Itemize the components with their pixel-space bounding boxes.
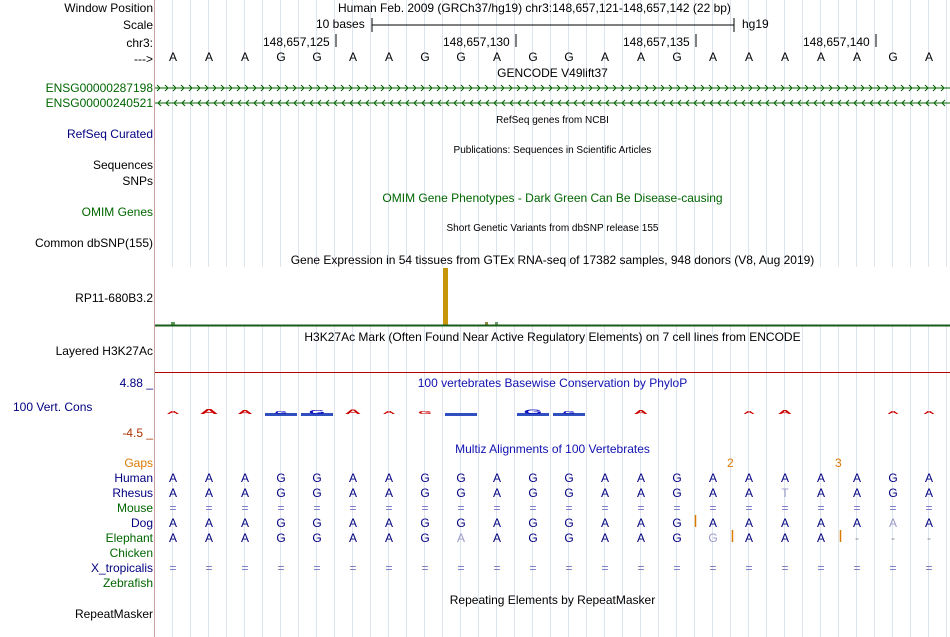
alignment-base: - xyxy=(891,531,895,545)
cons-letter: G xyxy=(418,409,432,416)
alignment-base: A xyxy=(816,531,825,545)
alignment-base: A xyxy=(168,471,177,485)
alignment-base: = xyxy=(421,561,429,575)
alignment-base: G xyxy=(420,531,430,545)
alignment-base: A xyxy=(852,486,861,500)
alignment-base: = xyxy=(673,501,681,515)
alignment-base: A xyxy=(204,471,213,485)
scale-text: 10 bases xyxy=(316,17,365,31)
alignment-base: A xyxy=(456,531,465,545)
cons-max: 4.88 _ xyxy=(119,376,153,390)
sequence-base: A xyxy=(168,50,177,64)
gene-label-2[interactable]: ENSG00000240521 xyxy=(45,96,153,110)
alignment-base: G xyxy=(528,531,538,545)
alignment-base: A xyxy=(492,516,501,530)
alignment-base: A xyxy=(852,516,861,530)
alignment-base: G xyxy=(564,486,574,500)
alignment-base: A xyxy=(924,471,933,485)
refseq-label[interactable]: RefSeq Curated xyxy=(66,127,153,141)
sequence-base: G xyxy=(312,50,322,64)
alignment-base: G xyxy=(312,471,322,485)
gtex-plot-area xyxy=(155,267,950,326)
alignment-base: = xyxy=(637,561,645,575)
alignment-base: = xyxy=(313,501,321,515)
alignment-base: G xyxy=(420,516,430,530)
omim-label[interactable]: OMIM Genes xyxy=(81,205,153,219)
sequence-base: A xyxy=(636,50,645,64)
alignment-base: = xyxy=(349,561,357,575)
alignment-base: A xyxy=(816,486,825,500)
alignment-base: = xyxy=(385,561,393,575)
alignment-base: G xyxy=(312,531,322,545)
h3k27ac-signal[interactable] xyxy=(155,371,950,374)
sequence-base: A xyxy=(240,50,249,64)
alignment-base: - xyxy=(855,531,859,545)
alignment-base: A xyxy=(492,531,501,545)
alignment-base: = xyxy=(925,561,933,575)
alignment-base: A xyxy=(168,486,177,500)
alignment-base: T xyxy=(781,486,789,500)
alignment-base: = xyxy=(817,501,825,515)
coord-2: 148,657,130 xyxy=(443,35,510,49)
gaps-label: Gaps xyxy=(124,456,153,470)
alignment-base: A xyxy=(204,516,213,530)
alignment-base: G xyxy=(456,486,466,500)
alignment-base: A xyxy=(492,471,501,485)
cons-letter: A xyxy=(344,408,362,416)
alignment-base: A xyxy=(636,486,645,500)
coord-1: 148,657,125 xyxy=(263,35,330,49)
alignment-base: = xyxy=(241,501,249,515)
alignment-base: = xyxy=(781,501,789,515)
alignment-base: A xyxy=(744,471,753,485)
sequence-base: A xyxy=(744,50,753,64)
cons-letter: A xyxy=(743,410,755,416)
alignment-base: A xyxy=(744,531,753,545)
alignment-base: A xyxy=(168,516,177,530)
alignment-base: A xyxy=(816,516,825,530)
cons-letter: A xyxy=(237,409,253,416)
chr-label: chr3: xyxy=(126,36,153,50)
alignment-base: G xyxy=(276,471,286,485)
alignment-base: A xyxy=(240,486,249,500)
alignment-base: = xyxy=(889,501,897,515)
alignment-base: G xyxy=(276,531,286,545)
alignment-base: A xyxy=(348,531,357,545)
alignment-base: A xyxy=(384,516,393,530)
species-label-human[interactable]: Human xyxy=(114,471,153,485)
alignment-base: G xyxy=(420,471,430,485)
species-label-zebrafish[interactable]: Zebrafish xyxy=(102,576,153,590)
omim-title: OMIM Gene Phenotypes - Dark Green Can Be Disease-causing xyxy=(382,191,723,205)
alignment-base: A xyxy=(384,531,393,545)
species-label-dog[interactable]: Dog xyxy=(130,516,153,530)
species-label-rhesus[interactable]: Rhesus xyxy=(112,486,153,500)
alignment-base: = xyxy=(493,501,501,515)
alignment-base: G xyxy=(312,486,322,500)
alignment-base: = xyxy=(205,561,213,575)
cons-letter: G xyxy=(523,407,543,416)
alignment-base: A xyxy=(348,516,357,530)
cons-letter: A xyxy=(778,409,792,416)
alignment-base: = xyxy=(853,561,861,575)
cons-letter: A xyxy=(382,409,396,416)
alignment-base: = xyxy=(529,561,537,575)
alignment-base: A xyxy=(348,486,357,500)
alignment-base: = xyxy=(493,561,501,575)
alignment-base: = xyxy=(781,561,789,575)
alignment-base: = xyxy=(745,501,753,515)
alignment-base: A xyxy=(816,471,825,485)
cons-letter: A xyxy=(199,407,219,416)
alignment-base: A xyxy=(384,471,393,485)
alignment-base: A xyxy=(384,486,393,500)
multiz-title: Multiz Alignments of 100 Vertebrates xyxy=(455,442,650,456)
dbsnp-label[interactable]: Common dbSNP(155) xyxy=(34,236,153,250)
alignment-base: A xyxy=(600,516,609,530)
sequence-base: A xyxy=(384,50,393,64)
alignment-base: = xyxy=(385,501,393,515)
alignment-base: G xyxy=(420,486,430,500)
cons-min: -4.5 _ xyxy=(122,426,153,440)
cons-letter: A xyxy=(166,409,180,416)
alignment-base: A xyxy=(888,516,897,530)
sequence-base: A xyxy=(852,50,861,64)
sequence-base: A xyxy=(708,50,717,64)
scale-bar xyxy=(370,16,740,34)
alignment-base: = xyxy=(277,561,285,575)
sequence-base: G xyxy=(528,50,538,64)
sequence-base: G xyxy=(276,50,286,64)
alignment-base: G xyxy=(672,471,682,485)
sequence-base: G xyxy=(456,50,466,64)
alignment-base: A xyxy=(240,471,249,485)
alignment-base: = xyxy=(169,501,177,515)
repeat-title: Repeating Elements by RepeatMasker xyxy=(449,593,656,607)
sequence-base: A xyxy=(924,50,933,64)
cons-neutral-bar xyxy=(445,413,477,416)
sequences-label[interactable]: Sequences xyxy=(92,158,153,172)
alignment-base: = xyxy=(169,561,177,575)
window-position-label: Window Position xyxy=(64,1,153,15)
gap-indicators xyxy=(690,514,850,546)
sequence-base: G xyxy=(420,50,430,64)
sequence-base: A xyxy=(600,50,609,64)
strand-arrow: ---> xyxy=(134,52,153,66)
alignment-base: G xyxy=(528,471,538,485)
alignment-base: A xyxy=(600,471,609,485)
alignment-base: A xyxy=(780,471,789,485)
gtex-track[interactable] xyxy=(155,267,950,329)
publications-title: Publications: Sequences in Scientific Articles xyxy=(453,145,652,156)
alignment-base: G xyxy=(672,486,682,500)
sequence-base: A xyxy=(204,50,213,64)
alignment-base: G xyxy=(708,531,718,545)
sequence-base: G xyxy=(564,50,574,64)
alignment-base: = xyxy=(457,561,465,575)
refseq-title: RefSeq genes from NCBI xyxy=(496,115,609,126)
alignment-base: G xyxy=(888,471,898,485)
alignment-base: G xyxy=(456,516,466,530)
alignment-base: A xyxy=(708,516,717,530)
alignment-base: G xyxy=(528,516,538,530)
alignment-base: = xyxy=(277,501,285,515)
window-position-text: Human Feb. 2009 (GRCh37/hg19) chr3:148,657,121-148,657,142 (22 bp) xyxy=(338,1,731,15)
sequence-base: G xyxy=(672,50,682,64)
cons-letter: G xyxy=(274,410,288,416)
alignment-base: A xyxy=(708,471,717,485)
alignment-base: A xyxy=(240,531,249,545)
snps-label[interactable]: SNPs xyxy=(122,174,153,188)
alignment-base: = xyxy=(709,501,717,515)
alignment-base: = xyxy=(745,561,753,575)
cons-letter: A xyxy=(634,409,648,416)
alignment-base: G xyxy=(564,516,574,530)
cons-letter: G xyxy=(308,409,326,416)
alignment-base: = xyxy=(313,561,321,575)
coord-4: 148,657,140 xyxy=(803,35,870,49)
alignment-base: A xyxy=(636,516,645,530)
gap-mark-1: 2 xyxy=(727,456,734,470)
alignment-base: G xyxy=(672,531,682,545)
alignment-base: - xyxy=(927,531,931,545)
alignment-base: = xyxy=(601,561,609,575)
alignment-base: = xyxy=(529,501,537,515)
alignment-base: A xyxy=(924,486,933,500)
cons-title: 100 vertebrates Basewise Conservation by PhyloP xyxy=(417,376,688,390)
alignment-base: = xyxy=(817,561,825,575)
cons-label[interactable]: 100 Vert. Cons xyxy=(13,400,93,414)
sequence-base: G xyxy=(888,50,898,64)
alignment-base: = xyxy=(925,501,933,515)
alignment-base: A xyxy=(636,531,645,545)
gene-track-2[interactable] xyxy=(155,97,950,109)
cons-letter: A xyxy=(923,410,935,416)
alignment-base: = xyxy=(709,561,717,575)
alignment-base: = xyxy=(853,501,861,515)
h3k27ac-title: H3K27Ac Mark (Often Found Near Active Regulatory Elements) on 7 cell lines from ENCODE xyxy=(304,330,801,344)
alignment-base: A xyxy=(780,531,789,545)
gap-mark-2: 3 xyxy=(835,456,842,470)
alignment-base: = xyxy=(205,501,213,515)
scale-assembly: hg19 xyxy=(742,17,769,31)
alignment-base: G xyxy=(528,486,538,500)
alignment-base: G xyxy=(276,486,286,500)
h3k27ac-label[interactable]: Layered H3K27Ac xyxy=(55,344,153,358)
alignment-base: A xyxy=(204,486,213,500)
alignment-base: A xyxy=(240,516,249,530)
alignment-base: A xyxy=(852,471,861,485)
alignment-base: A xyxy=(600,486,609,500)
alignment-base: = xyxy=(421,501,429,515)
alignment-base: A xyxy=(600,531,609,545)
coord-3: 148,657,135 xyxy=(623,35,690,49)
sequence-base: A xyxy=(348,50,357,64)
alignment-base: = xyxy=(889,561,897,575)
alignment-base: = xyxy=(241,561,249,575)
gtex-title: Gene Expression in 54 tissues from GTEx RNA-seq of 17382 samples, 948 donors (V8, Aug 2019) xyxy=(290,253,815,267)
alignment-base: = xyxy=(637,501,645,515)
cons-letter: A xyxy=(887,410,899,416)
species-label-chicken[interactable]: Chicken xyxy=(109,546,153,560)
alignment-base: A xyxy=(492,486,501,500)
cons-logo[interactable] xyxy=(155,398,950,424)
alignment-base: A xyxy=(708,486,717,500)
gene-track-1[interactable] xyxy=(155,82,950,94)
alignment-base: A xyxy=(636,471,645,485)
sequence-base: A xyxy=(492,50,501,64)
species-label-elephant[interactable]: Elephant xyxy=(105,531,153,545)
alignment-base: A xyxy=(168,531,177,545)
alignment-base: G xyxy=(564,531,574,545)
alignment-base: A xyxy=(780,516,789,530)
alignment-base: = xyxy=(565,561,573,575)
alignment-base: = xyxy=(673,561,681,575)
alignment-base: A xyxy=(744,516,753,530)
sequence-base: A xyxy=(816,50,825,64)
alignment-base: A xyxy=(348,471,357,485)
alignment-base: = xyxy=(349,501,357,515)
dbsnp-title: Short Genetic Variants from dbSNP release 155 xyxy=(446,223,659,234)
alignment-base: = xyxy=(457,501,465,515)
cons-letter: G xyxy=(562,410,576,416)
repeat-label[interactable]: RepeatMasker xyxy=(74,607,153,621)
alignment-base: = xyxy=(565,501,573,515)
species-label-mouse[interactable]: Mouse xyxy=(116,501,153,515)
alignment-base: G xyxy=(456,471,466,485)
alignment-base: G xyxy=(312,516,322,530)
alignment-base: A xyxy=(744,486,753,500)
coord-ticks xyxy=(330,34,880,48)
gencode-title: GENCODE V49lift37 xyxy=(497,66,608,80)
species-label-x_tropicalis[interactable]: X_tropicalis xyxy=(90,561,153,575)
gtex-label[interactable]: RP11-680B3.2 xyxy=(75,291,153,305)
alignment-base: = xyxy=(601,501,609,515)
sequence-base: A xyxy=(780,50,789,64)
gtex-bar xyxy=(443,268,448,325)
alignment-base: A xyxy=(204,531,213,545)
alignment-base: G xyxy=(888,486,898,500)
alignment-base: G xyxy=(276,516,286,530)
alignment-base: G xyxy=(564,471,574,485)
scale-label: Scale xyxy=(122,18,153,32)
gene-label-1[interactable]: ENSG00000287198 xyxy=(45,81,153,95)
alignment-base: A xyxy=(924,516,933,530)
alignment-base: G xyxy=(672,516,682,530)
